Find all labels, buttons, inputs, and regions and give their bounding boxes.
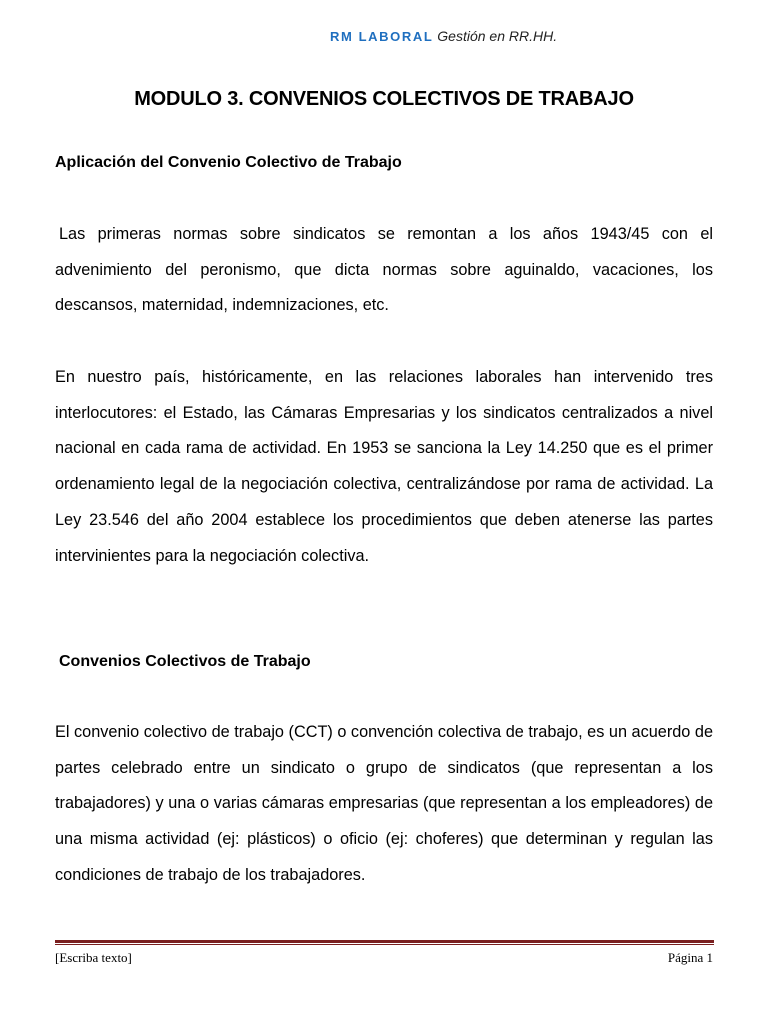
footer-placeholder-text: [Escriba texto] — [55, 950, 132, 965]
header-tagline: Gestión en RR.HH. — [437, 28, 558, 44]
paragraph-cct-definition: El convenio colectivo de trabajo (CCT) o convención colectiva de trabajo, es un acuerdo de partes celebrado entre un sindicato o grupo de sindicatos (que representan a los trabajadores) y una o varias cámaras empresarias (que representan a los empleadores) de una misma actividad (ej: plásticos) o oficio (ej: choferes) que determinan y regulan las condiciones de trabajo de los trabajadores. — [55, 723, 713, 884]
section-heading-aplicacion: Aplicación del Convenio Colectivo de Trabajo — [55, 154, 402, 171]
page-header — [330, 28, 557, 44]
section-heading-convenios: Convenios Colectivos de Trabajo — [59, 653, 311, 670]
page-number: Página 1 — [667, 950, 713, 965]
footer-divider — [55, 940, 714, 945]
paragraph-interlocutors: En nuestro país, históricamente, en las relaciones laborales han intervenido tres interlocutores: el Estado, las Cámaras Empresarias y los sindicatos centralizados a nivel nacional en cada rama de actividad. En 1953 se sanciona la Ley 14.250 que es el primer ordenamiento legal de la negociación colectiva, centralizándose por rama de actividad. La Ley 23.546 del año 2004 establece los procedimientos que deben atenerse las partes intervinientes para la negociación colectiva. — [55, 368, 713, 565]
header-brand: RM LABORAL — [330, 29, 434, 44]
paragraph-history: Las primeras normas sobre sindicatos se remontan a los años 1943/45 con el advenimiento del peronismo, que dicta normas sobre aguinaldo, vacaciones, los descansos, maternidad, indemnizaciones, etc. — [55, 225, 713, 315]
document-title: MODULO 3. CONVENIOS COLECTIVOS DE TRABAJO — [134, 88, 634, 110]
